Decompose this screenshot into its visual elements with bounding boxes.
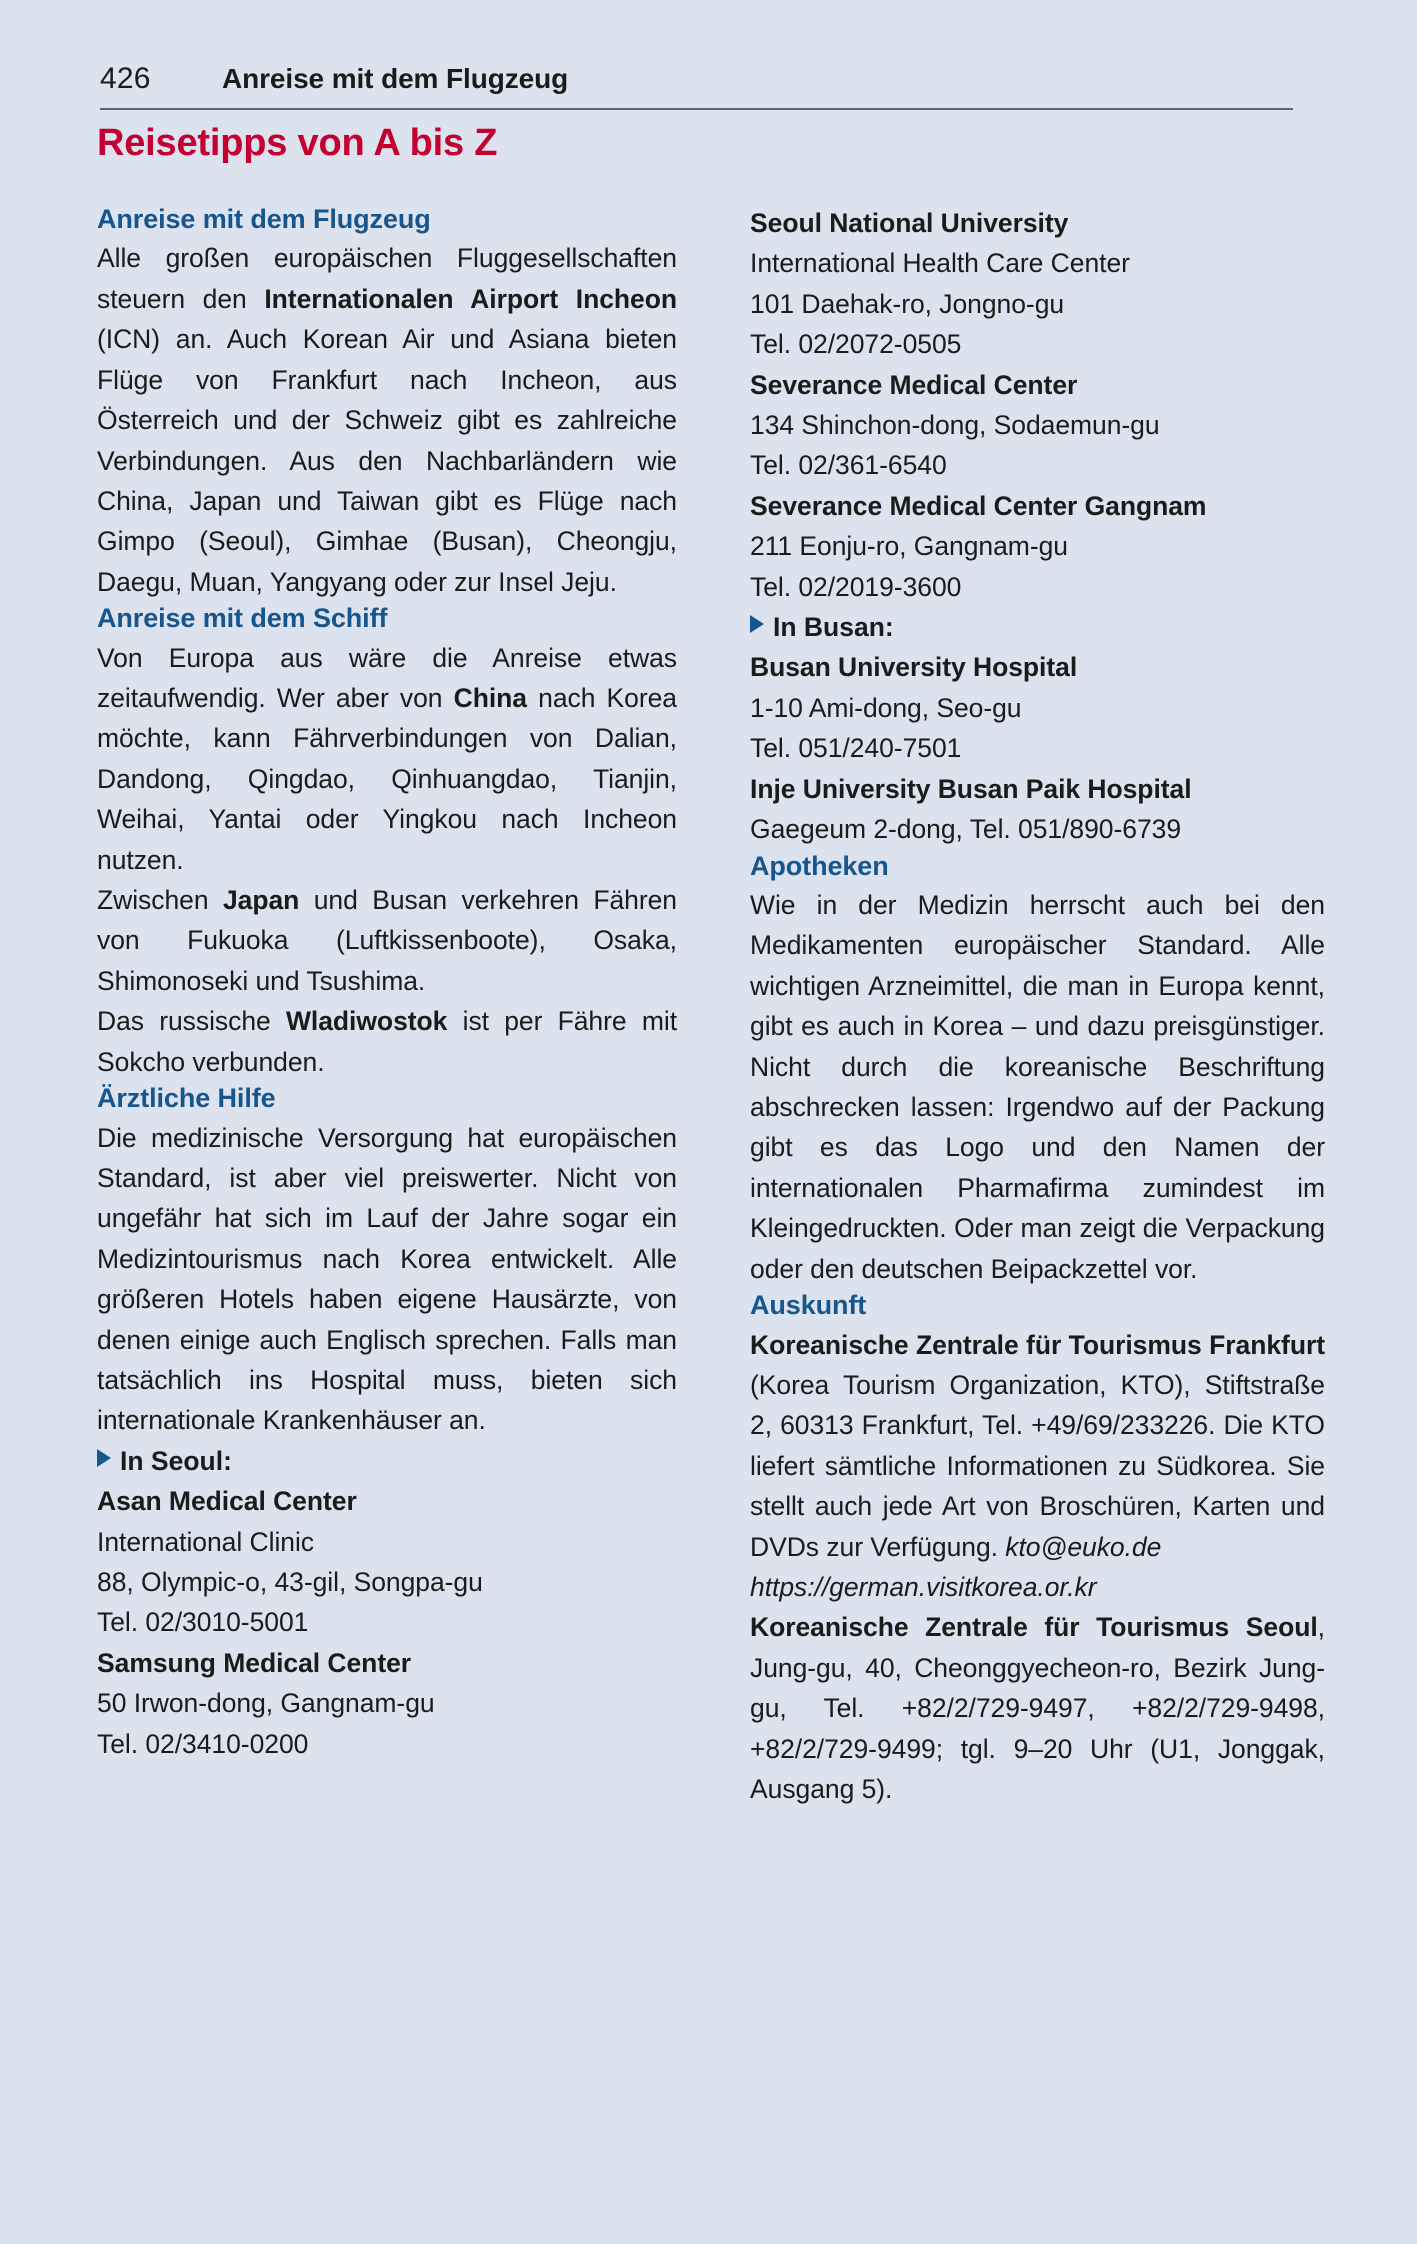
listing-line: International Health Care Center <box>750 248 1130 279</box>
listing-phone: Tel. 02/2019-3600 <box>750 571 962 602</box>
two-column-layout <box>97 203 1325 1809</box>
column-left <box>97 203 677 1809</box>
org-name-kto-seoul: Koreanische Zentrale für Tourismus Seoul <box>750 1612 1318 1643</box>
emphasis-wladiwostok: Wladiwostok <box>285 1006 448 1037</box>
paragraph-schiff-3 <box>97 1001 677 1082</box>
listing-phone: Tel. 02/2072-0505 <box>750 329 962 360</box>
listing-line: 50 Irwon-dong, Gangnam-gu <box>97 1688 435 1719</box>
emphasis-china: China <box>453 683 527 713</box>
subhead-label: In Seoul: <box>120 1445 232 1476</box>
section-heading-apotheken: Apotheken <box>750 850 889 881</box>
page-number: 426 <box>100 62 151 95</box>
listing-name: Inje University Busan Paik Hospital <box>750 773 1192 804</box>
paragraph-schiff-1 <box>97 638 677 880</box>
org-name-kto-frankfurt: Koreanische Zentrale für Tourismus Frankfurt <box>750 1329 1325 1360</box>
listing-line: 134 Shinchon-dong, Sodaemun-gu <box>750 410 1160 441</box>
text-run: Das russische <box>97 1006 286 1037</box>
listing-line: International Clinic <box>97 1526 315 1557</box>
listing-phone: Tel. 051/240-7501 <box>750 733 962 764</box>
listing-phone: Tel. 02/3010-5001 <box>97 1607 309 1638</box>
listing-line: 101 Daehak-ro, Jongno-gu <box>750 288 1065 319</box>
text-run: nach Korea möchte, kann Fährverbindungen von Dalian, Dandong, Qingdao, Qinhuangdao, Tianjin, Weihai, Yantai oder Yingkou nach Incheon nutzen. <box>97 683 677 875</box>
section-heading-aerztliche-hilfe: Ärztliche Hilfe <box>97 1083 276 1114</box>
running-head <box>100 62 1307 96</box>
page-title: Reisetipps von A bis Z <box>97 122 498 164</box>
text-run: Von Europa aus wäre die Anreise etwas zeitaufwendig. Wer aber von <box>97 642 677 713</box>
listing-phone: Tel. 02/3410-0200 <box>97 1728 309 1759</box>
listing-name: Severance Medical Center Gangnam <box>750 490 1207 521</box>
paragraph-schiff-2 <box>97 880 677 1001</box>
text-run: Zwischen <box>97 885 223 916</box>
listing-name: Severance Medical Center <box>750 369 1078 400</box>
paragraph-auskunft <box>750 1325 1325 1567</box>
section-heading-schiff: Anreise mit dem Schiff <box>97 603 388 634</box>
listing-name: Samsung Medical Center <box>97 1647 412 1678</box>
subhead-label: In Busan: <box>773 612 894 643</box>
listing-name: Busan University Hospital <box>750 652 1078 683</box>
paragraph-flugzeug <box>97 238 677 602</box>
listing-name: Asan Medical Center <box>97 1486 357 1517</box>
text-run: ist per Fähre mit Sokcho verbunden. <box>97 1006 678 1077</box>
emphasis-japan: Japan <box>222 885 300 916</box>
text-run: (ICN) an. Auch Korean Air und Asiana bieten Flüge von Frankfurt nach Incheon, aus Österreich und der Schweiz gibt es zahlreiche Verbindungen. Aus den Nachbarländern wie China, Japan und Taiwan gibt es Flüge nach Gimpo (Seoul), Gimhae (Busan), Cheongju, Daegu, Muan, Yangyang oder zur Insel Jeju. <box>97 324 677 597</box>
triangle-bullet-icon <box>750 615 764 633</box>
listing-phone: Tel. 02/361-6540 <box>750 450 947 481</box>
listing-name: Seoul National University <box>750 208 1069 238</box>
subhead-in-seoul <box>97 1441 677 1481</box>
listing-line: 88, Olympic-o, 43-gil, Songpa-gu <box>97 1567 483 1597</box>
paragraph-auskunft-seoul <box>750 1607 1325 1809</box>
section-heading-auskunft: Auskunft <box>750 1290 867 1321</box>
column-right <box>750 203 1325 1809</box>
listing-line: Gaegeum 2-dong, Tel. 051/890-6739 <box>750 814 1182 845</box>
text-run: Alle großen europäischen Fluggesellschaften steuern den <box>97 243 677 314</box>
paragraph-aerztliche-hilfe: Die medizinische Versorgung hat europäischen Standard, ist aber viel preiswerter. Nicht von ungefähr hat sich im Lauf der Jahre sogar ein Medizintourismus nach Korea entwickelt. Alle größeren Hotels haben eigene Hausärzte, von denen einige auch Englisch sprechen. Falls man tatsächlich ins Hospital muss, bieten sich internationale Krankenhäuser an. <box>97 1122 677 1436</box>
listing-line: 1-10 Ami-dong, Seo-gu <box>750 692 1022 723</box>
subhead-in-busan <box>750 607 1325 647</box>
running-head-title: Anreise mit dem Flugzeug <box>222 63 569 94</box>
header-rule <box>100 108 1293 110</box>
text-run: , Jung-gu, 40, Cheonggyecheon-ro, Bezirk Jung-gu, Tel. +82/2/729-9497, +82/2/729-9498, +82/2/729-9499; tgl. 9–20 Uhr (U1, Jonggak, Ausgang 5). <box>750 1612 1325 1804</box>
url-kto[interactable] <box>750 1567 1325 1607</box>
paragraph-apotheken: Wie in der Medizin herrscht auch bei den Medikamenten europäischer Standard. Alle wichtigen Arzneimittel, die man in Europa kennt, gibt es auch in Korea – und dazu preisgünstiger. Nicht durch die koreanische Beschriftung abschrecken lassen: Irgendwo auf der Packung gibt es das Logo und den Namen der internationalen Pharmafirma zumindest im Kleingedruckten. Oder man zeigt die Verpackung oder den deutschen Beipackzettel vor. <box>750 889 1325 1284</box>
text-run: (Korea Tourism Organization, KTO), Stiftstraße 2, 60313 Frankfurt, Tel. +49/69/233226. Die KTO liefert sämtliche Informationen zu Südkorea. Sie stellt auch jede Art von Broschüren, Karten und DVDs zur Verfügung. <box>750 1369 1325 1562</box>
text-run: und Busan verkehren Fähren von Fukuoka (Luftkissenboote), Osaka, Shimonoseki und Tsushima. <box>97 885 677 996</box>
emphasis-airport: Internationalen Airport Incheon <box>264 283 677 314</box>
listing-line: 211 Eonju-ro, Gangnam-gu <box>750 531 1068 562</box>
url-text[interactable]: https://german.visitkorea.or.kr <box>750 1571 1097 1602</box>
email-kto[interactable]: kto@euko.de <box>1005 1531 1162 1562</box>
section-heading-flugzeug: Anreise mit dem Flugzeug <box>97 204 431 234</box>
triangle-bullet-icon <box>97 1449 111 1467</box>
